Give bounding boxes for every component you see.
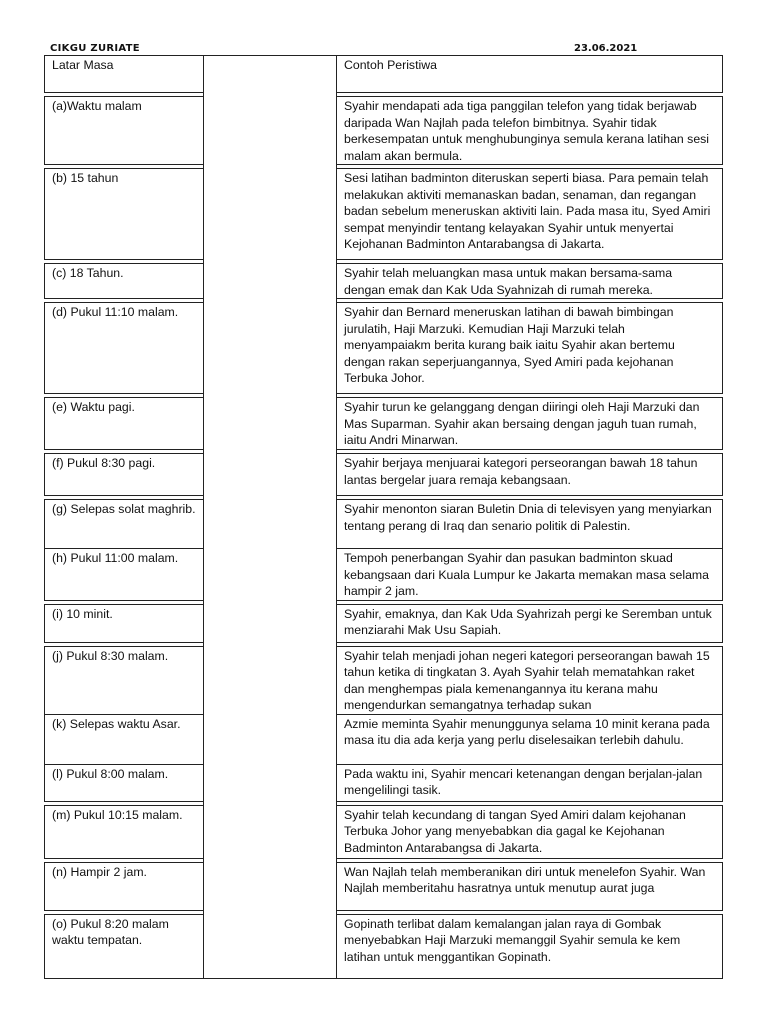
- table-row: [45, 303, 723, 394]
- empty-column-cell: [204, 56, 337, 93]
- time-cell: (o) Pukul 8:20 malam waktu tempatan.: [45, 914, 204, 978]
- time-cell: (l) Pukul 8:00 malam.: [45, 764, 204, 801]
- event-cell: Syahir dan Bernard meneruskan latihan di bawah bimbingan jurulatih, Haji Marzuki. Kemudian Haji Marzuki telah menyampaiakm berita kurang baik iaitu Syahir akan bertemu dengan rakan seperjuangannya, Syed Amiri pada kejohanan Terbuka Johor.: [337, 303, 723, 394]
- table-row: [45, 97, 723, 165]
- event-cell: Syahir telah kecundang di tangan Syed Amiri dalam kejohanan Terbuka Johor yang menyebabkan dia gagal ke Kejohanan Badminton Antarabangsa di Jakarta.: [337, 805, 723, 858]
- event-cell: Syahir, emaknya, dan Kak Uda Syahrizah pergi ke Seremban untuk menziarahi Mak Usu Sapiah.: [337, 604, 723, 642]
- table-row: [45, 549, 723, 601]
- event-cell: Wan Najlah telah memberanikan diri untuk menelefon Syahir. Wan Najlah memberitahu hasratnya untuk menutup aurat juga: [337, 862, 723, 910]
- event-cell: Syahir telah meluangkan masa untuk makan bersama-sama dengan emak dan Kak Uda Syahnizah di rumah mereka.: [337, 264, 723, 299]
- teacher-name: CIKGU ZURIATE: [50, 43, 140, 54]
- empty-column-cell: [204, 714, 337, 764]
- time-cell: (g) Selepas solat maghrib.: [45, 500, 204, 549]
- empty-column-cell: [204, 264, 337, 299]
- header-contoh-peristiwa: Contoh Peristiwa: [337, 56, 723, 93]
- event-cell: Syahir telah menjadi johan negeri kategori perseorangan bawah 15 tahun ketika di tingkatan 3. Ayah Syahir telah mematahkan raket dan menghempas piala kemenangannya itu kerana mahu mengendurkan semangatnya terhadap sukan: [337, 646, 723, 714]
- time-cell: (k) Selepas waktu Asar.: [45, 714, 204, 764]
- table-row: [45, 862, 723, 910]
- event-cell: Gopinath terlibat dalam kemalangan jalan raya di Gombak menyebabkan Haji Marzuki memanggil Syahir semula ke kem latihan untuk menggantikan Gopinath.: [337, 914, 723, 978]
- empty-column-cell: [204, 549, 337, 601]
- time-cell: (d) Pukul 11:10 malam.: [45, 303, 204, 394]
- time-cell: (e) Waktu pagi.: [45, 398, 204, 450]
- event-cell: Pada waktu ini, Syahir mencari ketenangan dengan berjalan-jalan mengelilingi tasik.: [337, 764, 723, 801]
- time-cell: (a)Waktu malam: [45, 97, 204, 165]
- empty-column-cell: [204, 169, 337, 260]
- empty-column-cell: [204, 805, 337, 858]
- table-row: [45, 500, 723, 549]
- empty-column-cell: [204, 764, 337, 801]
- empty-column-cell: [204, 454, 337, 496]
- time-cell: (i) 10 minit.: [45, 604, 204, 642]
- table-row: [45, 398, 723, 450]
- time-cell: (j) Pukul 8:30 malam.: [45, 646, 204, 714]
- events-table: [44, 55, 723, 979]
- empty-column-cell: [204, 97, 337, 165]
- table-row: [45, 714, 723, 764]
- table-row: [45, 764, 723, 801]
- event-cell: Azmie meminta Syahir menunggunya selama 10 minit kerana pada masa itu dia ada kerja yang perlu diselesaikan terlebih dahulu.: [337, 714, 723, 764]
- time-cell: (h) Pukul 11:00 malam.: [45, 549, 204, 601]
- event-cell: Sesi latihan badminton diteruskan seperti biasa. Para pemain telah melakukan aktiviti memanaskan badan, senaman, dan regangan badan sebelum meneruskan aktiviti lain. Pada masa itu, Syed Amiri sempat menyindir tentang kelayakan Syahir untuk menyertai Kejohanan Badminton Antarabangsa di Jakarta.: [337, 169, 723, 260]
- table-row: [45, 454, 723, 496]
- time-cell: (n) Hampir 2 jam.: [45, 862, 204, 910]
- time-cell: (c) 18 Tahun.: [45, 264, 204, 299]
- empty-column-cell: [204, 646, 337, 714]
- event-cell: Syahir menonton siaran Buletin Dnia di televisyen yang menyiarkan tentang perang di Iraq dan senario politik di Palestin.: [337, 500, 723, 549]
- event-cell: Syahir mendapati ada tiga panggilan telefon yang tidak berjawab daripada Wan Najlah pada telefon bimbitnya. Syahir tidak berkesempatan untuk menghubunginya semula kerana latihan sesi malam akan bermula.: [337, 97, 723, 165]
- empty-column-cell: [204, 914, 337, 978]
- time-cell: (f) Pukul 8:30 pagi.: [45, 454, 204, 496]
- table-row: [45, 646, 723, 714]
- event-cell: Tempoh penerbangan Syahir dan pasukan badminton skuad kebangsaan dari Kuala Lumpur ke Jakarta memakan masa selama hampir 2 jam.: [337, 549, 723, 601]
- table-row: [45, 604, 723, 642]
- table-row: [45, 169, 723, 260]
- time-cell: (m) Pukul 10:15 malam.: [45, 805, 204, 858]
- empty-column-cell: [204, 398, 337, 450]
- empty-column-cell: [204, 500, 337, 549]
- header-latar-masa: Latar Masa: [45, 56, 204, 93]
- empty-column-cell: [204, 862, 337, 910]
- table-row: [45, 914, 723, 978]
- document-date: 23.06.2021: [574, 43, 638, 54]
- empty-column-cell: [204, 604, 337, 642]
- time-cell: (b) 15 tahun: [45, 169, 204, 260]
- table-header-row: [45, 56, 723, 93]
- table-row: [45, 805, 723, 858]
- table-row: [45, 264, 723, 299]
- event-cell: Syahir berjaya menjuarai kategori perseorangan bawah 18 tahun lantas bergelar juara remaja kebangsaan.: [337, 454, 723, 496]
- empty-column-cell: [204, 303, 337, 394]
- event-cell: Syahir turun ke gelanggang dengan diiringi oleh Haji Marzuki dan Mas Suparman. Syahir akan bersaing dengan jaguh tuan rumah, iaitu Andri Minarwan.: [337, 398, 723, 450]
